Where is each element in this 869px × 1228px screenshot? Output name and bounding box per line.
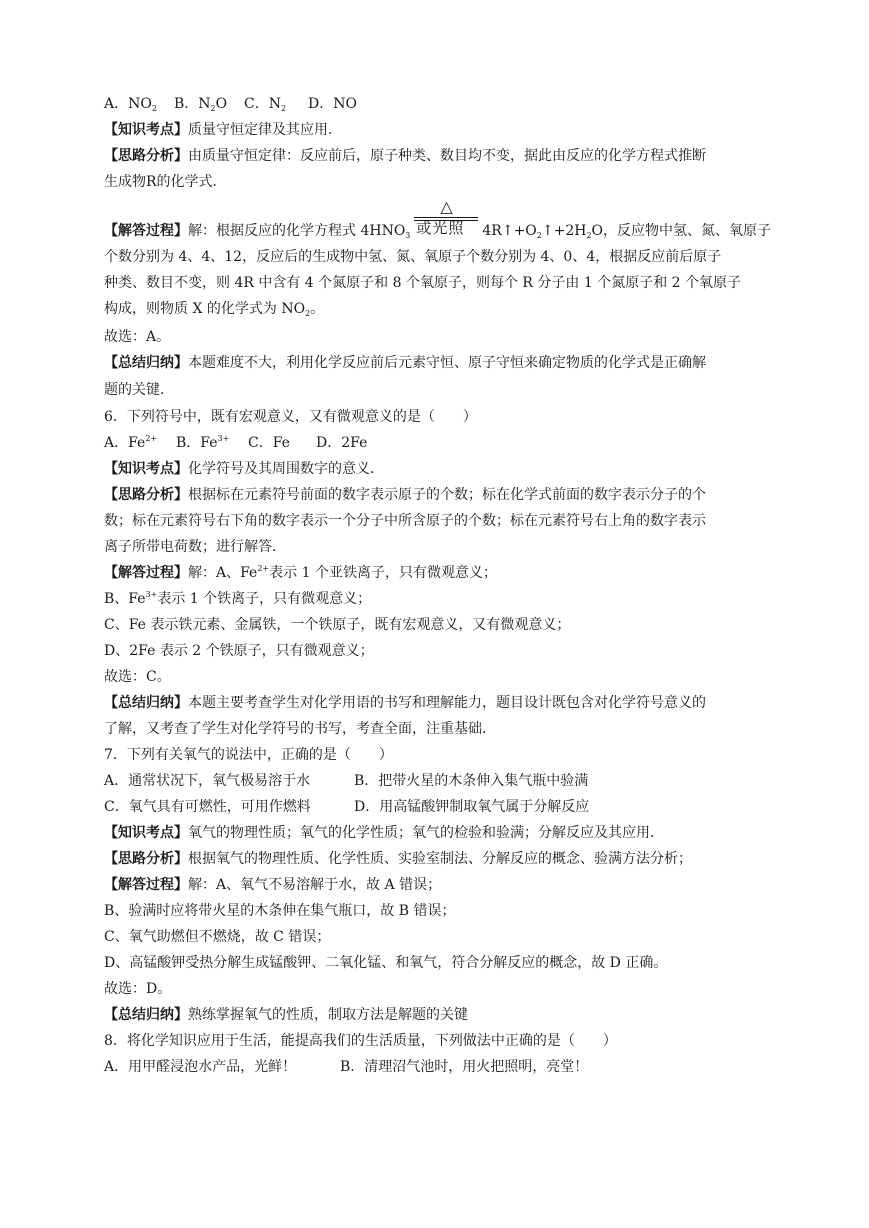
q5-options — [104, 94, 357, 114]
q5-answer: 故选：A。 — [104, 329, 171, 345]
q6-solution-c: C、Fe 表示铁元素、金属铁，一个铁原子，既有宏观意义，又有微观意义； — [104, 617, 571, 633]
q5-option-c: C．$N_2$ — [244, 96, 287, 113]
q6-option-c: C．Fe — [248, 435, 290, 451]
q5-knowledge: 【知识考点】质量守恒定律及其应用． — [104, 122, 342, 138]
q5-solution-equation: 【解答过程】解：根据反应的化学方程式 $4HNO_3$ △ 或光照 $4R↑+O_2↑+2H_2O$，反应物中氢、氮、氧原子 — [104, 197, 772, 240]
q8-option-b: B．清理沼气池时，用火把照明，亮堂！ — [340, 1059, 589, 1075]
q7-answer: 故选：D。 — [104, 981, 172, 997]
q5-option-b: B．$N_2O$ — [174, 96, 228, 113]
q5-solution-4: 构成，则物质 X 的化学式为 $NO_2$。 — [104, 301, 325, 318]
q5-option-a: A．$NO_2$ — [104, 96, 157, 113]
q7-solution-d: D、高锰酸钾受热分解生成锰酸钾、二氧化锰、和氧气，符合分解反应的概念，故 D 正确。 — [104, 955, 668, 971]
q5-analysis-1: 【思路分析】由质量守恒定律：反应前后，原子种类、数目均不变，据此由反应的化学方程式推断 — [104, 148, 706, 164]
q6-option-d: D．2Fe — [316, 435, 368, 451]
q7-solution-b: B、验满时应将带火星的木条伸在集气瓶口，故 B 错误； — [104, 903, 456, 919]
q7-options-row1 — [104, 771, 588, 791]
q7-summary: 【总结归纳】熟练掌握氧气的性质，制取方法是解题的关键 — [104, 1007, 468, 1023]
q6-option-a: A．$Fe^{2+}$ — [104, 434, 158, 451]
q7-analysis: 【思路分析】根据氧气的物理性质、化学性质、实验室制法、分解反应的概念、验满方法分析； — [104, 851, 692, 867]
q6-summary-1: 【总结归纳】本题主要考查学生对化学用语的书写和理解能力，题目设计既包含对化学符号意义的 — [104, 695, 706, 711]
q5-option-d: D．NO — [308, 96, 357, 112]
q5-summary-1: 【总结归纳】本题难度不大，利用化学反应前后元素守恒、原子守恒来确定物质的化学式是正确解 — [104, 355, 706, 371]
q7-options-row2 — [104, 797, 589, 817]
q6-option-b: B．$Fe^{3+}$ — [176, 434, 230, 451]
q7-stem: 7．下列有关氧气的说法中，正确的是（ ） — [104, 747, 393, 763]
q5-summary-2: 题的关键． — [104, 382, 174, 398]
q7-option-d: D．用高锰酸钾制取氧气属于分解反应 — [354, 799, 590, 815]
q7-knowledge: 【知识考点】氧气的物理性质；氧气的化学性质；氧气的检验和验满；分解反应及其应用． — [104, 825, 664, 841]
reaction-condition: △ 或光照 — [414, 221, 478, 241]
q5-solution-2: 个数分别为 4、4、12，反应后的生成物中氢、氮、氧原子个数分别为 4、0、4，根据反应前后原子 — [104, 249, 722, 265]
heat-triangle-icon: △ — [440, 197, 453, 216]
q6-analysis-3: 离子所带电荷数；进行解答． — [104, 539, 286, 555]
q6-solution-d: D、2Fe 表示 2 个铁原子，只有微观意义； — [104, 643, 374, 659]
q6-options — [104, 433, 367, 453]
q7-solution-c: C、氧气助燃但不燃烧，故 C 错误； — [104, 929, 331, 945]
q6-solution-b: B、$Fe^{3+}$表示 1 个铁离子，只有微观意义； — [104, 590, 372, 607]
q6-knowledge: 【知识考点】化学符号及其周围数字的意义． — [104, 461, 384, 477]
q7-solution-a: 【解答过程】解：A、氧气不易溶解于水，故 A 错误； — [104, 877, 442, 893]
q6-stem: 6．下列符号中，既有宏观意义，又有微观意义的是（ ） — [104, 409, 477, 425]
q8-stem: 8．将化学知识应用于生活，能提高我们的生活质量，下列做法中正确的是（ ） — [104, 1033, 617, 1049]
q6-summary-2: 了解，又考查了学生对化学符号的书写，考查全面，注重基础． — [104, 721, 496, 737]
q7-option-b: B．把带火星的木条伸入集气瓶中验满 — [354, 773, 589, 789]
q8-option-a: A．用甲醛浸泡水产品，光鲜！ — [104, 1059, 297, 1075]
q6-analysis-1: 【思路分析】根据标在元素符号前面的数字表示原子的个数；标在化学式前面的数字表示分子的个 — [104, 487, 706, 503]
q7-option-c: C．氧气具有可燃性，可用作燃料 — [104, 799, 311, 815]
q6-analysis-2: 数；标在元素符号右下角的数字表示一个分子中所含原子的个数；标在元素符号右上角的数字表示 — [104, 513, 706, 529]
q6-answer: 故选：C。 — [104, 669, 171, 685]
q5-solution-3: 种类、数目不变，则 4R 中含有 4 个氮原子和 8 个氧原子，则每个 R 分子由 1 个氮原子和 2 个氧原子 — [104, 275, 742, 291]
q6-solution-a: 【解答过程】解：A、$Fe^{2+}$表示 1 个亚铁离子，只有微观意义； — [104, 564, 497, 581]
q7-option-a: A．通常状况下，氧气极易溶于水 — [104, 773, 311, 789]
q8-options-row1 — [104, 1057, 588, 1077]
q5-analysis-2: 生成物R的化学式． — [104, 174, 227, 190]
